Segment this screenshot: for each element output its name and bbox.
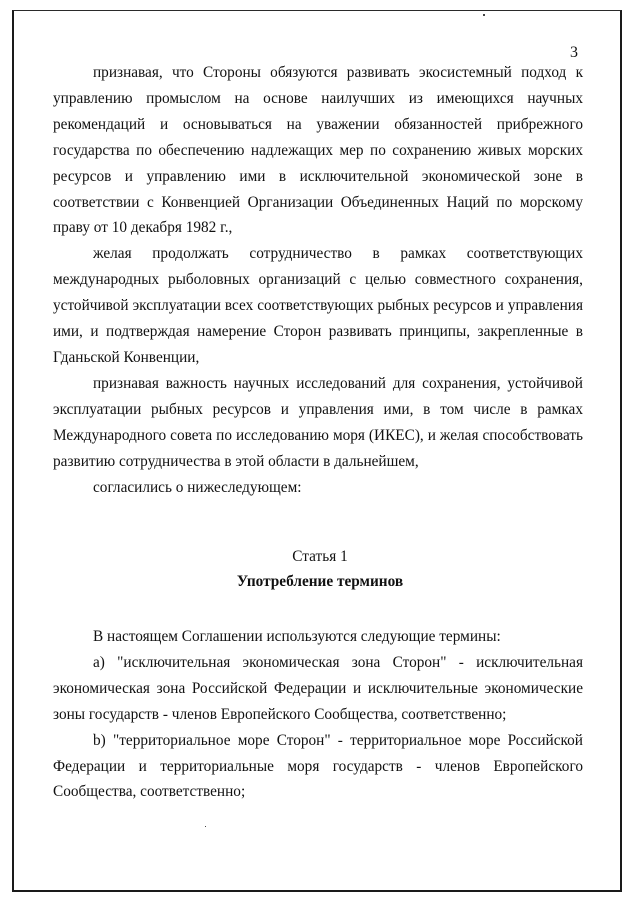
preamble-paragraph: желая продолжать сотрудничество в рамках соответствующих международных рыболовных организаций с целью совместного сохранения, устойчивой эксплуатации всех соответствующих рыбных ресурсов и управления ими, и подтверждая намерение Сторон развивать принципы, закрепленные в Гданьской Конвенции, [53, 245, 583, 366]
scan-speck [483, 14, 485, 16]
scan-speck [205, 826, 206, 827]
definition-item: a) "исключительная экономическая зона Сторон" - исключительная экономическая зона Российской Федерации и исключительные экономические зоны государств - членов Европейского Сообщества, соответственно; [53, 653, 583, 723]
page-number: 3 [570, 44, 578, 61]
definitions-section [53, 624, 583, 805]
definition-item: b) "территориальное море Сторон" - территориальное море Российской Федерации и территориальные моря государств - членов Европейского Сообщества, соответственно; [53, 731, 583, 801]
preamble-section [53, 60, 583, 500]
article-number: Статья 1 [292, 548, 348, 565]
preamble-paragraph: согласились о нижеследующем: [93, 478, 302, 496]
preamble-paragraph: признавая, что Стороны обязуются развивать экосистемный подход к управлению промыслом на основе наилучших из имеющихся научных рекомендаций и основываться на уважении обязанностей прибрежного государства по обеспечению надлежащих мер по сохранению живых морских ресурсов и управлению ими в исключительной экономической зоне в соответствии с Конвенцией Организации Объединенных Наций по морскому праву от 10 декабря 1982 г., [53, 64, 583, 237]
article-title: Употребление терминов [236, 573, 404, 590]
definitions-intro: В настоящем Соглашении используются следующие термины: [93, 628, 501, 645]
preamble-paragraph: признавая важность научных исследований для сохранения, устойчивой эксплуатации рыбных ресурсов и управления ими, в том числе в рамках Международного совета по исследованию моря (ИКЕС), и желая способствовать развитию сотрудничества в этой области в дальнейшем, [53, 374, 583, 470]
